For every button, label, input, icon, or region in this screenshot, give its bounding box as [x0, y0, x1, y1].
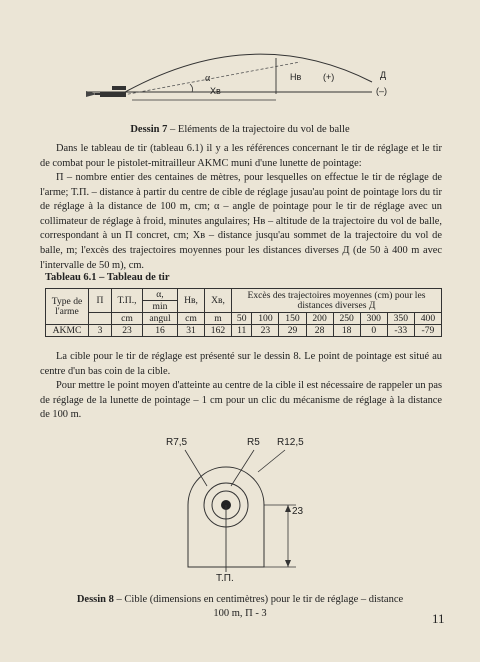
firing-table	[45, 288, 442, 337]
header-p: П	[89, 289, 112, 313]
distance-header: 200	[306, 313, 333, 325]
figure7-caption	[40, 124, 440, 135]
distance-header: 150	[279, 313, 306, 325]
cell-value: -79	[414, 325, 441, 337]
trajectory-diagram	[0, 0, 480, 135]
figure8-caption	[70, 593, 410, 621]
paragraph-definitions: П – nombre entier des centaines de mètres, pour lesquelles on effectue le tir de réglage de l'arme; Т.П. – distance à partir du centre de cible de réglage jusau'au point de pointage lors du tir de réglage à la distance de 100 m, cm; α – angle de pointage pour le tir de réglage avec un collimateur de réglage à froid, minutes angulaires; Hв – altitude de la trajectoire du vol de balle, correspondant à un П concret, cm; Xв – distance jusqu'au sommet de la trajectoire du vol de balle, m; l'excès des trajectoires moyennes pour les distances diverses Д (de 50 à 400 m avec l'intervalle de 50 m), cm.	[40, 172, 442, 271]
figure8-caption-text: – Cible (dimensions en centimètres) pour le tir de réglage – distance 100 m, П - 3	[113, 594, 404, 619]
figure7-caption-text: – Eléments de la trajectoire du vol de balle	[167, 124, 350, 135]
cell-xv: 162	[205, 325, 232, 337]
plus-label: (+)	[323, 72, 335, 82]
distance-header: 100	[252, 313, 279, 325]
aim-point-label: Т.П.	[216, 573, 234, 584]
cell-alpha: 16	[143, 325, 178, 337]
dimension-arrow	[285, 505, 291, 512]
leader-line	[185, 450, 207, 486]
header-tp: Т.П.,	[112, 289, 143, 313]
paragraph-adjustment: Pour mettre le point moyen d'atteinte au centre de la cible il est nécessaire de rappeler un pas de réglage de la lunette de pointage – 1 cm pour un clic du mécanisme de réglage à la distance de 100 m.	[40, 380, 442, 421]
table-title: Tableau 6.1 – Tableau de tir	[45, 272, 170, 283]
header-min: min	[143, 301, 178, 313]
distance-header: 400	[414, 313, 441, 325]
figure8-caption-number: Dessin 8	[76, 594, 114, 605]
unit-blank	[89, 313, 112, 325]
radius-label-middle: R5	[247, 437, 260, 448]
unit-m: m	[205, 313, 232, 325]
header-hv: Hв,	[178, 289, 205, 313]
header-xv: Xв,	[205, 289, 232, 313]
cell-value: -33	[387, 325, 414, 337]
cell-p: 3	[89, 325, 112, 337]
unit-cm: cm	[112, 313, 143, 325]
unit-cm-2: cm	[178, 313, 205, 325]
paragraph-target: La cible pour le tir de réglage est présenté sur le dessin 8. Le point de pointage est situé au centre d'un bas coin de la cible.	[40, 351, 442, 377]
radius-label-large: R12,5	[277, 437, 304, 448]
cell-type: AKMC	[46, 325, 89, 337]
header-type: Type de l'arme	[46, 289, 89, 325]
table-row	[46, 325, 442, 337]
cell-value: 28	[306, 325, 333, 337]
figure7-caption-number: Dessin 7	[130, 124, 168, 135]
minus-label: (–)	[376, 86, 387, 96]
distance-header: 50	[232, 313, 252, 325]
page-number: 11	[432, 611, 445, 626]
xv-label: Xв	[210, 86, 221, 96]
header-exces: Excès des trajectoires moyennes (cm) pour les distances diverses Д	[232, 289, 442, 313]
radius-label-outer: R7,5	[166, 437, 188, 448]
cell-value: 11	[232, 325, 252, 337]
distance-header: 300	[360, 313, 387, 325]
hv-label: Hв	[290, 72, 302, 82]
cell-value: 23	[252, 325, 279, 337]
paragraph-intro: Dans le tableau de tir (tableau 6.1) il y a les références concernant le tir de réglage et le tir de combat pour le pistolet-mitrailleur AKMC muni d'une lunette de pointage:	[40, 143, 442, 169]
cell-value: 0	[360, 325, 387, 337]
angle-arc	[190, 84, 193, 92]
distance-label: Д	[380, 70, 387, 80]
unit-angul: angul	[143, 313, 178, 325]
cell-value: 29	[279, 325, 306, 337]
cell-tp: 23	[112, 325, 143, 337]
target-drawing	[0, 440, 480, 590]
cell-hv: 31	[178, 325, 205, 337]
distance-header: 250	[333, 313, 360, 325]
leader-line	[258, 450, 285, 472]
dimension-label: 23	[292, 506, 304, 517]
alpha-label: α	[205, 73, 211, 84]
distance-header: 350	[387, 313, 414, 325]
cell-value: 18	[333, 325, 360, 337]
dimension-arrow	[285, 560, 291, 567]
header-alpha: α,	[143, 289, 178, 301]
